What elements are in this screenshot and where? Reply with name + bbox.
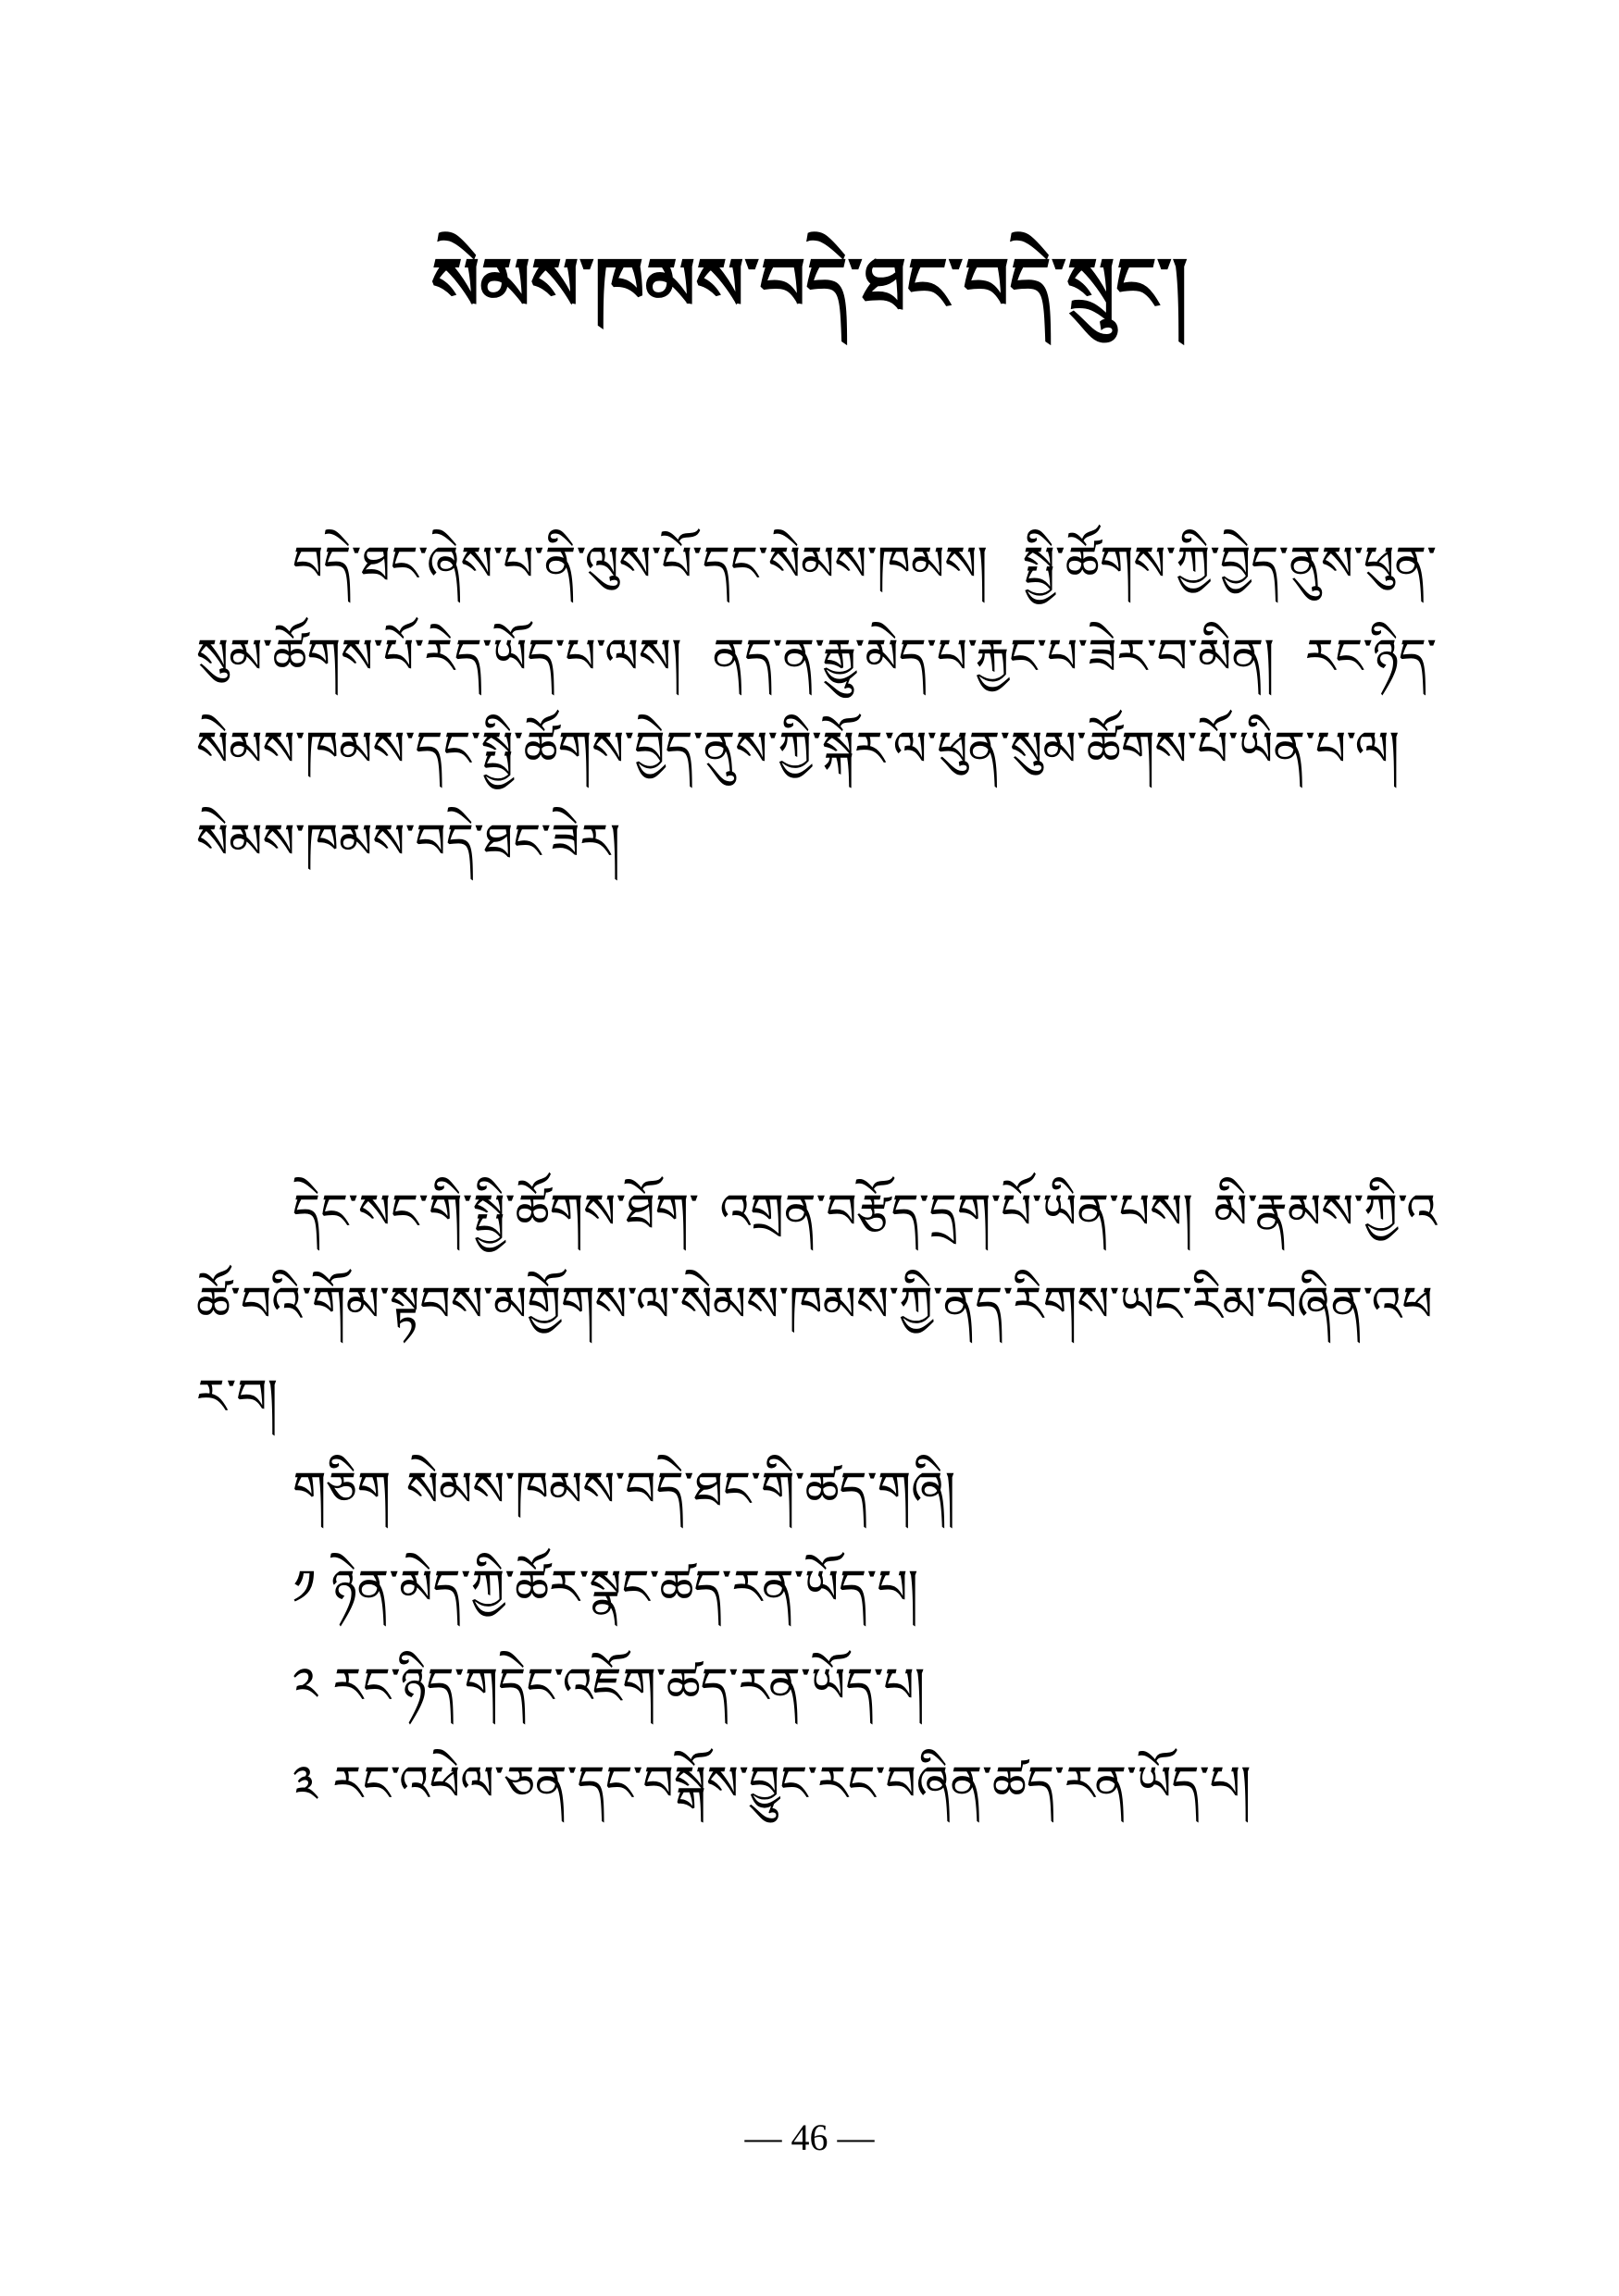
paragraph-2: དེང་སང་གི་སྤྱི་ཚོགས་ཐོག་ འགྲན་བརྩོད་དྲག་པོ་ཡིན་པས། མི་རྣམས་ཀྱི་འཚོ་བའི་གོམ་སྟབས་མགྱོགས་ལ་སེམས་ཁམས་ཀྱི་ནད་རིགས་ཡང་རིམ་བཞིན་འཕར་བ། — [196, 1185, 1437, 1425]
page-number: — 46 — — [744, 2116, 875, 2158]
paragraph-1: བདེ་ཐང་ཞེས་པ་ནི་ལུས་པོ་དང་སེམས་ཁམས། སྤྱི་ཚོགས་ཀྱི་བྱེད་ནུས་ཕུན་སུམ་ཚོགས་པོ་རེད་ཡོད་པ་ལས། ནད་ན་རྒྱུ་མེད་པ་རྐྱང་པ་ཟེར་བ་མིན། རང་ཉིད་སེམས་ཁམས་དང་སྤྱི་ཚོགས་བྱེད་ནུས་ཀྱི་སྐོར་ལ་ཕུན་སུམ་ཚོགས་པོ་ཡིན་པ་ལ། སེམས་ཁམས་བདེ་ཐང་ཟེར། — [196, 537, 1437, 870]
list-item-3: ༣ རང་འཕེལ་ཅན་དང་བསྒོས་བྱུང་རང་བཞིན་ཚད་རན་ཡོད་པ། — [293, 1756, 1252, 1812]
page-title: སེམས་ཁམས་བདེ་ཐང་བདེ་སྲུང་། — [430, 242, 1189, 327]
section-heading: གཅིག སེམས་ཁམས་བདེ་ཐང་གི་ཚད་གཞི། — [293, 1462, 956, 1518]
list-item-2: ༢ རང་ཉིད་གདེང་འཇོག་ཚད་རན་ཡོད་པ། — [293, 1658, 926, 1714]
list-item-1: ༡ ཉེན་མེད་ཀྱི་ཚོར་སྣང་ཚད་རན་ཡོད་པ། — [293, 1560, 919, 1616]
